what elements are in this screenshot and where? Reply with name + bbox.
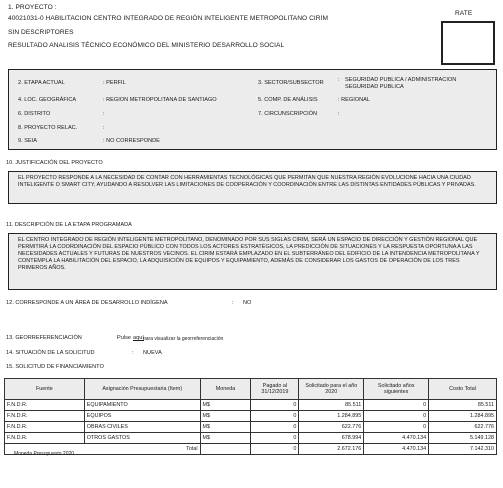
cell-solicitado-2020: 622.776 <box>299 422 364 433</box>
cell-solicitado-2020: 678.994 <box>299 433 364 444</box>
sector-label: 3. SECTOR/SUBSECTOR <box>258 80 324 86</box>
georef-label: 13. GEORREFERENCIACIÓN <box>6 335 82 341</box>
descripcion-text: EL CENTRO INTEGRADO DE REGIÓN INTELIGENTE METROPOLITANO, DENOMINADO POR SUS SIGLAS CIRIM, SERÁ UN ESPACIO DE DIRECCIÓN Y GESTIÓN REGIONAL QUE PERMITIRÁ LA COORDINACIÓN DEL ESPACIO PÚBLICO CON TODOS LOS ACTORES ESTRATÉGICOS, LA PREDICCIÓN DE SITUACIONES Y LA RESPUESTA OPORTUNA A LAS NECESIDADES ACTUALES Y FUTURAS DE NUESTROS VECINOS. EL CIRIM ESTARÁ EMPLAZADO EN EL SUBTERRÁNEO DEL EDIFICIO DE LA INTENDENCIA METROPOLITANA Y CONTEMPLA LA HABILITACIÓN DEL ESPACIO, LA ADQUISICIÓN DE EQUIPOS Y EQUIPAMIENTO, ADEMÁS DE CONSIDERAR LOS GASTOS DE OPERACIÓN DE LOS TRES PRIMEROS AÑOS. <box>18 237 480 271</box>
cell-fuente: F.N.D.R. <box>5 411 85 422</box>
table-row <box>5 400 497 411</box>
descripcion-heading: 11. DESCRIPCIÓN DE LA ETAPA PROGRAMADA <box>6 222 132 228</box>
georef-link[interactable]: aquí <box>133 335 144 341</box>
georef-pulse: Pulse <box>117 335 131 341</box>
col-header-costo-total: Costo Total <box>429 379 497 400</box>
rate-label: RATE <box>455 10 473 17</box>
etapa-value: : PERFIL <box>103 80 126 86</box>
georef-suffix: para visualizar la georreferenciación <box>143 336 224 342</box>
cell-pagado: 0 <box>251 433 299 444</box>
relac-label: 8. PROYECTO RELAC. <box>18 125 78 131</box>
total-label: Total <box>5 444 201 455</box>
col-header-moneda: Moneda <box>200 379 251 400</box>
cell-costo-total: 1.284.895 <box>429 411 497 422</box>
cell-solicitado-siguientes: 0 <box>364 411 429 422</box>
loc-label: 4. LOC. GEOGRÁFICA <box>18 97 77 103</box>
rate-box <box>441 21 495 65</box>
col-header-asignacion: Asignación Presupuestaria (Item) <box>84 379 200 400</box>
indigena-value: NO <box>243 300 252 306</box>
col-header-pagado: Pagado al 31/12/2019 <box>251 379 299 400</box>
cell-asignacion: EQUIPAMIENTO <box>84 400 200 411</box>
indigena-colon: : <box>232 300 234 306</box>
comp-value: : REGIONAL <box>338 97 371 103</box>
sector-colon: : <box>338 77 340 83</box>
table-row <box>5 411 497 422</box>
distrito-label: 6. DISTRITO <box>18 111 51 117</box>
circ-label: 7. CIRCUNSCRIPCIÓN <box>258 111 318 117</box>
col-header-solicitado-2020: Solicitado para el año 2020 <box>299 379 364 400</box>
col-header-solicitado-siguientes: Solicitado años siguientes <box>364 379 429 400</box>
cell-costo-total: 5.149.128 <box>429 433 497 444</box>
sector-value-2: SEGURIDAD PUBLICA <box>345 84 404 90</box>
cell-pagado: 0 <box>251 422 299 433</box>
cell-fuente: F.N.D.R. <box>5 422 85 433</box>
cell-costo-total: 622.776 <box>429 422 497 433</box>
cell-moneda: M$ <box>200 433 251 444</box>
project-title: 40021031-0 HABILITACION CENTRO INTEGRADO DE REGIÓN INTELIGENTE METROPOLITANO CIRIM <box>8 15 329 22</box>
table-total-row <box>5 444 497 455</box>
total-solicitado-2020: 2.672.176 <box>299 444 364 455</box>
cell-fuente: F.N.D.R. <box>5 433 85 444</box>
cell-asignacion: EQUIPOS <box>84 411 200 422</box>
table-row <box>5 422 497 433</box>
seia-value: : NO CORRESPONDE <box>103 138 160 144</box>
total-moneda-cell <box>200 444 251 455</box>
footnote-moneda: Moneda Presupuesto 2020 <box>14 451 75 457</box>
col-header-fuente: Fuente <box>5 379 85 400</box>
cell-solicitado-siguientes: 0 <box>364 422 429 433</box>
cell-solicitado-siguientes: 0 <box>364 400 429 411</box>
relac-value: : <box>103 125 105 131</box>
cell-pagado: 0 <box>251 411 299 422</box>
cell-pagado: 0 <box>251 400 299 411</box>
cell-moneda: M$ <box>200 400 251 411</box>
total-solicitado-siguientes: 4.470.134 <box>364 444 429 455</box>
total-pagado: 0 <box>251 444 299 455</box>
total-costo-total: 7.142.310 <box>429 444 497 455</box>
cell-moneda: M$ <box>200 411 251 422</box>
cell-asignacion: OTROS GASTOS <box>84 433 200 444</box>
cell-solicitado-siguientes: 4.470.134 <box>364 433 429 444</box>
situacion-label: 14. SITUACIÓN DE LA SOLICITUD <box>6 350 95 356</box>
justificacion-heading: 10. JUSTIFICACIÓN DEL PROYECTO <box>6 160 103 166</box>
circ-value: : <box>338 111 340 117</box>
sector-value-1: SEGURIDAD PUBLICA / ADMINISTRACION <box>345 77 457 83</box>
descriptors: SIN DESCRIPTORES <box>8 29 74 36</box>
financiamiento-table <box>4 378 497 455</box>
cell-asignacion: OBRAS CIVILES <box>84 422 200 433</box>
situacion-colon: : <box>132 350 134 356</box>
table-row <box>5 433 497 444</box>
cell-costo-total: 85.511 <box>429 400 497 411</box>
indigena-label: 12. CORRESPONDE A UN ÁREA DE DESARROLLO INDÍGENA <box>6 300 168 306</box>
etapa-label: 2. ETAPA ACTUAL <box>18 80 65 86</box>
situacion-value: NUEVA <box>143 350 162 356</box>
cell-fuente: F.N.D.R. <box>5 400 85 411</box>
seia-label: 9. SEIA <box>18 138 37 144</box>
cell-solicitado-2020: 85.511 <box>299 400 364 411</box>
cell-solicitado-2020: 1.284.895 <box>299 411 364 422</box>
loc-value: : REGION METROPOLITANA DE SANTIAGO <box>103 97 217 103</box>
comp-label: 5. COMP. DE ANÁLISIS <box>258 97 318 103</box>
cell-moneda: M$ <box>200 422 251 433</box>
analysis-result: RESULTADO ANALISIS TÉCNICO ECONÓMICO DEL MINISTERIO DESARROLLO SOCIAL <box>8 42 285 49</box>
table-header-row <box>5 379 497 400</box>
section-label-proyecto: 1. PROYECTO : <box>8 4 57 11</box>
distrito-value: : <box>103 111 105 117</box>
justificacion-text: EL PROYECTO RESPONDE A LA NECESIDAD DE CONTAR CON HERRAMIENTAS TECNOLÓGICAS QUE PERMITAN QUE NUESTRA REGIÓN EVOLUCIONE HACIA UNA CIUDAD INTELIGENTE O SMART CITY, AYUDANDO A RESOLVER LAS LIMITACIONES DE COOPERACIÓN Y COORDINACIÓN ENTRE LAS DISTINTAS ENTIDADES PÚBLICAS Y PRIVADAS. <box>18 175 476 188</box>
financiamiento-heading: 15. SOLICITUD DE FINANCIAMIENTO <box>6 364 104 370</box>
